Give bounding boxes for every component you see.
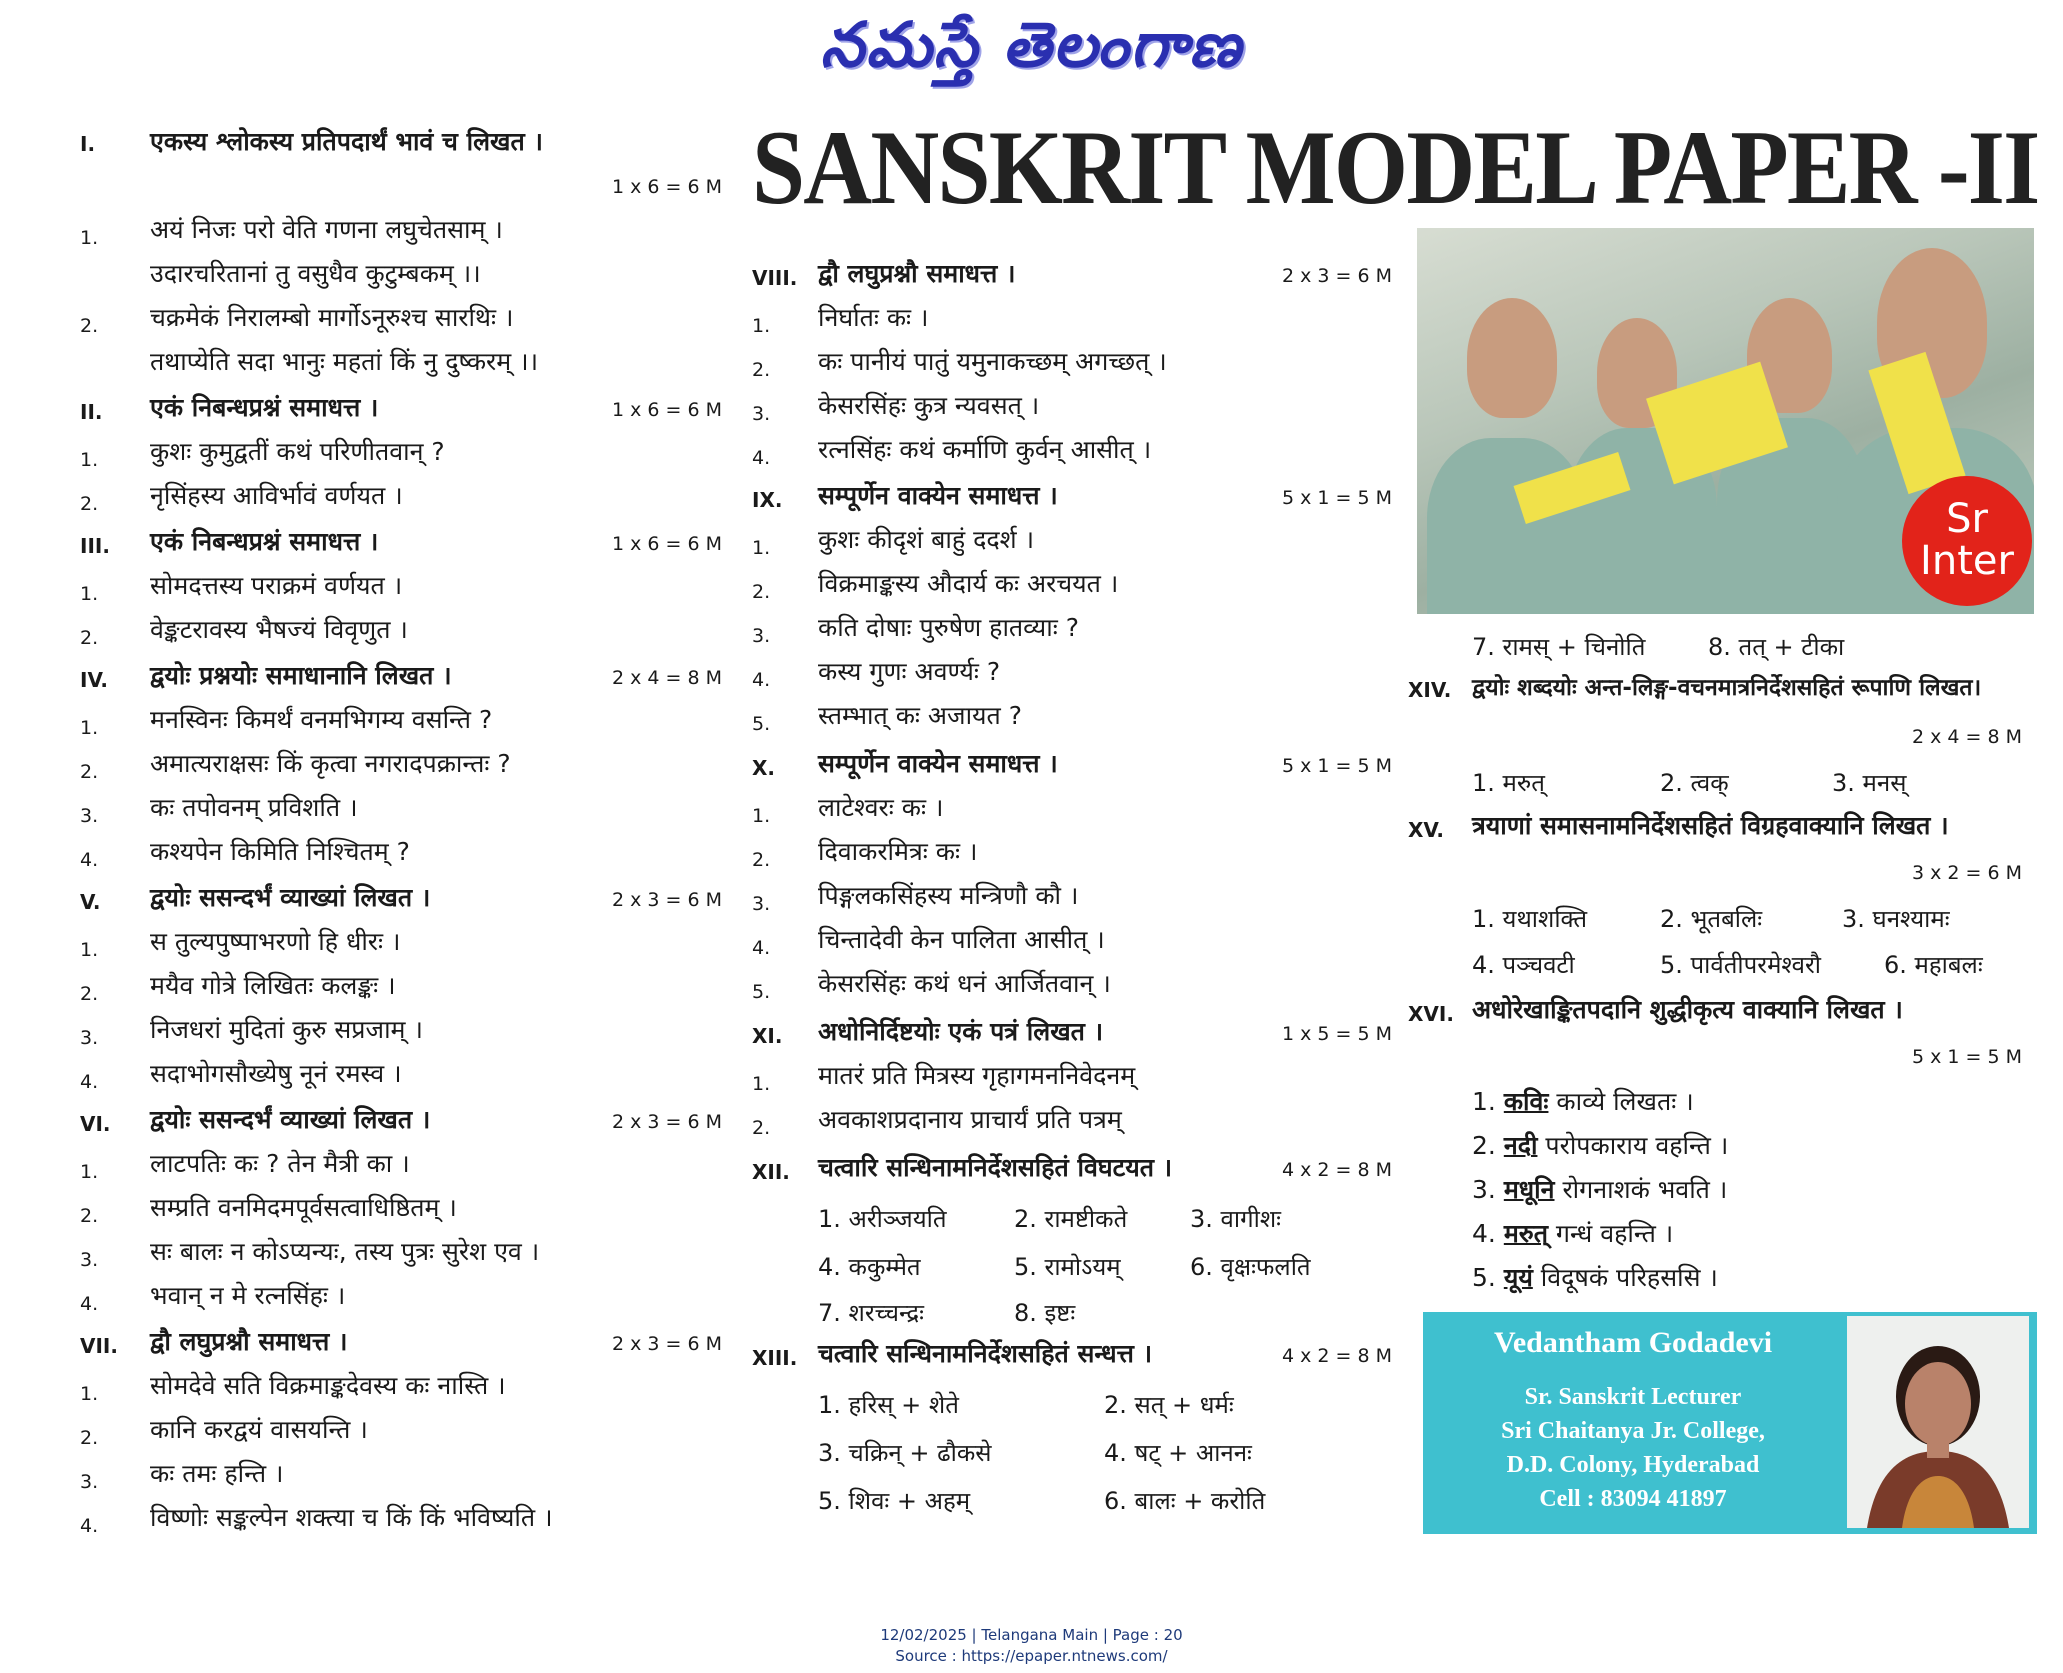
list-item: सम्प्रति वनमिदमपूर्वसत्वाधिष्ठितम् ।	[150, 1193, 457, 1222]
list-item: सः बालः न कोऽप्यन्यः, तस्य पुत्रः सुरेश एव ।	[150, 1237, 540, 1266]
list-item: स्तम्भात् कः अजायत ?	[818, 701, 1023, 730]
list-item: सोमदत्तस्य पराक्रमं वर्णयत ।	[150, 571, 403, 600]
badge-line-2: Inter	[1920, 538, 2014, 584]
section-marks: 1 x 6 = 6 M	[612, 399, 723, 421]
item-number: 1.	[752, 805, 771, 827]
item-number: 1.	[1472, 1087, 1496, 1116]
grid-item: 4. पञ्चवटी	[1472, 951, 1575, 979]
grid-item: 1. यथाशक्ति	[1472, 905, 1588, 933]
underlined-word: नदी	[1503, 1131, 1538, 1160]
section-number: XIV.	[1408, 678, 1452, 702]
footer-date-line: 12/02/2025 | Telangana Main | Page : 20	[880, 1626, 1183, 1644]
item-number: 5.	[752, 981, 771, 1003]
item-text: विदूषकं परिहससि ।	[1532, 1263, 1718, 1292]
list-item: कः तपोवनम् प्रविशति ।	[150, 793, 358, 822]
item-number: 4.	[752, 447, 771, 469]
item-number: 4.	[752, 669, 771, 691]
section-marks: 1 x 6 = 6 M	[612, 176, 723, 198]
item-number: 1.	[80, 1161, 99, 1183]
list-item: नृसिंहस्य आविर्भावं वर्णयत ।	[150, 481, 403, 510]
item-number: 3.	[752, 625, 771, 647]
item-number: 2.	[80, 761, 99, 783]
list-item: सोमदेवे सति विक्रमाङ्कदेवस्य कः नास्ति ।	[150, 1371, 506, 1400]
author-portrait-icon	[1847, 1316, 2029, 1528]
item-number: 1.	[80, 1383, 99, 1405]
underlined-word: यूयं	[1503, 1263, 1533, 1292]
item-number: 3.	[1472, 1175, 1496, 1204]
section-marks: 3 x 2 = 6 M	[1912, 862, 2023, 884]
list-item: चिन्तादेवी केन पालिता आसीत् ।	[818, 925, 1105, 954]
item-number: 2.	[80, 1205, 99, 1227]
grid-item: 8. इष्टः	[1014, 1299, 1076, 1327]
grid-item: 3. वागीशः	[1190, 1205, 1281, 1233]
item-number: 2.	[752, 359, 771, 381]
section-heading: द्वयोः शब्दयोः अन्त-लिङ्ग-वचनमात्रनिर्देशसहितं रूपाणि लिखत।	[1472, 675, 1982, 701]
list-item: विक्रमाङ्कस्य औदार्य कः अरचयत ।	[818, 569, 1119, 598]
section-number: V.	[80, 890, 101, 914]
section-number: XII.	[752, 1160, 790, 1184]
list-item: केसरसिंहः कुत्र न्यवसत् ।	[818, 391, 1040, 420]
item-text: गन्धं वहन्ति ।	[1547, 1219, 1674, 1248]
list-item: कस्य गुणः अवर्ण्यः ?	[818, 657, 1001, 686]
item-number: 1.	[752, 537, 771, 559]
section-marks: 2 x 3 = 6 M	[612, 1333, 723, 1355]
list-item: मनस्विनः किमर्थं वनमभिगम्य वसन्ति ?	[150, 705, 493, 734]
grid-item: 5. पार्वतीपरमेश्वरौ	[1660, 951, 1821, 979]
item-text: रोगनाशकं भवति ।	[1554, 1175, 1728, 1204]
section-number: VI.	[80, 1112, 111, 1136]
list-item: कति दोषाः पुरुषेण हातव्याः ?	[818, 613, 1079, 642]
item-number: 1.	[80, 227, 99, 249]
photo-face	[1467, 298, 1557, 418]
list-item: अयं निजः परो वेति गणना लघुचेतसाम् ।	[150, 215, 503, 244]
sr-inter-badge	[1902, 476, 2032, 606]
section-number: XI.	[752, 1024, 783, 1048]
item-text: परोपकाराय वहन्ति ।	[1537, 1131, 1729, 1160]
author-card	[1423, 1312, 2037, 1534]
list-item: स तुल्यपुष्पाभरणो हि धीरः ।	[150, 927, 401, 956]
section-heading: द्वयोः ससन्दर्भं व्याख्यां लिखत ।	[150, 883, 431, 912]
section-marks: 1 x 6 = 6 M	[612, 533, 723, 555]
item-number: 4.	[80, 1293, 99, 1315]
section-heading: चत्वारि सन्धिनामनिर्देशसहितं सन्धत्त ।	[818, 1339, 1153, 1368]
grid-item: 4. षट् + आननः	[1104, 1439, 1252, 1467]
list-item: चक्रमेकं निरालम्बो मार्गोऽनूरुश्च सारथिः ।	[150, 303, 514, 332]
list-item: कः पानीयं पातुं यमुनाकच्छम् अगच्छत् ।	[818, 347, 1167, 376]
section-marks: 2 x 4 = 8 M	[612, 667, 723, 689]
list-item: पिङ्गलकसिंहस्य मन्त्रिणौ कौ ।	[818, 881, 1079, 910]
grid-item: 5. शिवः + अहम्	[818, 1487, 971, 1515]
underlined-word: कविः	[1503, 1087, 1549, 1116]
section-number: XIII.	[752, 1346, 798, 1370]
section-heading: द्वौ लघुप्रश्नौ समाधत्त ।	[818, 259, 1016, 288]
list-item: निजधरां मुदितां कुरु सप्रजाम् ।	[150, 1015, 423, 1044]
list-item: कुशः कीदृशं बाहुं ददर्श ।	[818, 525, 1035, 554]
author-name: Vedantham Godadevi	[1493, 1326, 1773, 1359]
grid-item: 2. रामष्टीकते	[1014, 1205, 1128, 1233]
section-heading: अधोरेखाङ्कितपदानि शुद्धीकृत्य वाक्यानि लिखत ।	[1472, 995, 1903, 1024]
list-item: मातरं प्रति मित्रस्य गृहागमननिवेदनम्	[818, 1061, 1136, 1090]
item-number: 4.	[80, 849, 99, 871]
item-number: 4.	[1472, 1219, 1496, 1248]
item-number: 1.	[752, 315, 771, 337]
item-number: 2.	[80, 315, 99, 337]
author-photo	[1847, 1316, 2029, 1528]
underlined-word: मधूनि	[1503, 1175, 1555, 1204]
item-number: 2.	[80, 983, 99, 1005]
grid-item: 6. महाबलः	[1884, 951, 1983, 979]
section-number: VII.	[80, 1334, 118, 1358]
section-number: X.	[752, 756, 776, 780]
grid-item: 2. भूतबलिः	[1660, 905, 1763, 933]
grid-item: 2. त्वक्	[1660, 769, 1729, 797]
section-heading: सम्पूर्णेन वाक्येन समाधत्त ।	[818, 481, 1058, 510]
item-number: 1.	[80, 583, 99, 605]
section-marks: 5 x 1 = 5 M	[1282, 487, 1393, 509]
grid-item: 6. बालः + करोति	[1104, 1487, 1266, 1515]
section-heading: अधोनिर्दिष्टयोः एकं पत्रं लिखत ।	[818, 1017, 1104, 1046]
section-marks: 2 x 3 = 6 M	[1282, 265, 1393, 287]
section-marks: 5 x 1 = 5 M	[1912, 1046, 2023, 1068]
students-photo	[1417, 228, 2034, 614]
list-item: केसरसिंहः कथं धनं आर्जितवान् ।	[818, 969, 1111, 998]
item-number: 4.	[80, 1515, 99, 1537]
item-number: 3.	[80, 805, 99, 827]
badge-line-1: Sr	[1946, 496, 1988, 542]
section-marks: 2 x 3 = 6 M	[612, 889, 723, 911]
grid-item: 2. सत् + धर्मः	[1104, 1391, 1234, 1419]
section-number: I.	[80, 132, 96, 156]
grid-item: 3. घनश्यामः	[1842, 905, 1950, 933]
grid-item: 1. हरिस् + शेते	[818, 1391, 959, 1419]
list-item: कानि करद्वयं वासयन्ति ।	[150, 1415, 368, 1444]
underlined-word: मरुत्	[1503, 1219, 1548, 1248]
section-number: II.	[80, 400, 103, 424]
list-item: विष्णोः सङ्कल्पेन शक्त्या च किं किं भविष्यति ।	[150, 1503, 553, 1532]
list-item	[1472, 1086, 1694, 1118]
list-item: भवान् न मे रत्नसिंहः ।	[150, 1281, 346, 1310]
item-number: 4.	[80, 1071, 99, 1093]
item-number: 3.	[80, 1027, 99, 1049]
footer-source-link[interactable]: Source : https://epaper.ntnews.com/	[895, 1647, 1168, 1665]
section-marks: 4 x 2 = 8 M	[1282, 1159, 1393, 1181]
section-number: IX.	[752, 488, 783, 512]
list-item: कुशः कुमुद्वतीं कथं परिणीतवान् ?	[150, 437, 445, 466]
section-marks: 4 x 2 = 8 M	[1282, 1345, 1393, 1367]
item-number: 2.	[80, 1427, 99, 1449]
item-number: 2.	[80, 493, 99, 515]
item-number: 5.	[1472, 1263, 1496, 1292]
section-heading: त्रयाणां समासनामनिर्देशसहितं विग्रहवाक्यानि लिखत ।	[1472, 811, 1949, 840]
list-item: मयैव गोत्रे लिखितः कलङ्कः ।	[150, 971, 396, 1000]
list-item: लाटेश्वरः कः ।	[818, 793, 944, 822]
section-number: IV.	[80, 668, 108, 692]
list-item: अमात्यराक्षसः किं कृत्वा नगरादपक्रान्तः ?	[150, 749, 511, 778]
section-heading: द्वयोः प्रश्नयोः समाधानानि लिखत ।	[150, 661, 452, 690]
author-cell: Cell : 83094 41897	[1539, 1486, 1727, 1512]
list-item: अवकाशप्रदानाय प्राचार्यं प्रति पत्रम्	[818, 1105, 1122, 1134]
item-number: 1.	[752, 1073, 771, 1095]
item-number: 3.	[752, 403, 771, 425]
masthead-logo: నమస్తే తెలంగాణ	[820, 8, 1243, 81]
item-number: 5.	[752, 713, 771, 735]
grid-item: 3. चक्रिन् + ढौकसे	[818, 1439, 992, 1467]
grid-item: 5. रामोऽयम्	[1014, 1253, 1121, 1281]
author-place: D.D. Colony, Hyderabad	[1506, 1452, 1760, 1478]
grid-item: 7. शरच्चन्द्रः	[818, 1299, 924, 1327]
section-marks: 2 x 3 = 6 M	[612, 1111, 723, 1133]
grid-item: 7. रामस् + चिनोति	[1472, 633, 1646, 661]
item-number: 2.	[80, 627, 99, 649]
list-item: तथाप्येति सदा भानुः महतां किं नु दुष्करम् ।।	[150, 347, 539, 376]
item-number: 1.	[80, 449, 99, 471]
list-item: निर्घातः कः ।	[818, 303, 929, 332]
section-marks: 2 x 4 = 8 M	[1912, 726, 2023, 748]
item-number: 2.	[752, 1117, 771, 1139]
section-number: XV.	[1408, 818, 1444, 842]
grid-item: 6. वृक्षःफलति	[1190, 1253, 1311, 1281]
grid-item: 8. तत् + टीका	[1708, 633, 1845, 661]
list-item: लाटपतिः कः ? तेन मैत्री का ।	[150, 1149, 410, 1178]
list-item: दिवाकरमित्रः कः ।	[818, 837, 978, 866]
grid-item: 1. मरुत्	[1472, 769, 1545, 797]
section-marks: 5 x 1 = 5 M	[1282, 755, 1393, 777]
grid-item: 1. अरीञ्जयति	[818, 1205, 947, 1233]
item-number: 1.	[80, 939, 99, 961]
list-item	[1472, 1218, 1673, 1250]
section-heading: सम्पूर्णेन वाक्येन समाधत्त ।	[818, 749, 1058, 778]
section-heading: चत्वारि सन्धिनामनिर्देशसहितं विघटयत ।	[818, 1153, 1173, 1182]
item-number: 3.	[80, 1249, 99, 1271]
list-item	[1472, 1262, 1718, 1294]
list-item: रत्नसिंहः कथं कर्माणि कुर्वन् आसीत् ।	[818, 435, 1152, 464]
list-item	[1472, 1130, 1728, 1162]
author-college: Sri Chaitanya Jr. College,	[1501, 1418, 1765, 1444]
page-title: SANSKRIT MODEL PAPER -II	[752, 109, 2039, 226]
item-number: 4.	[752, 937, 771, 959]
section-heading: एकं निबन्धप्रश्नं समाधत्त ।	[150, 393, 379, 422]
grid-item: 4. ककुम्मेत	[818, 1253, 921, 1281]
section-heading: द्वौ लघुप्रश्नौ समाधत्त ।	[150, 1327, 348, 1356]
list-item: उदारचरितानां तु वसुधैव कुटुम्बकम् ।।	[150, 259, 481, 288]
item-number: 2.	[1472, 1131, 1496, 1160]
section-number: VIII.	[752, 266, 798, 290]
section-number: III.	[80, 534, 110, 558]
list-item: सदाभोगसौख्येषु नूनं रमस्व ।	[150, 1059, 402, 1088]
section-heading: एकस्य श्लोकस्य प्रतिपदार्थं भावं च लिखत ।	[150, 127, 543, 156]
list-item	[1472, 1174, 1727, 1206]
grid-item: 3. मनस्	[1832, 769, 1907, 797]
photo-figure	[1427, 438, 1587, 614]
section-heading: एकं निबन्धप्रश्नं समाधत्त ।	[150, 527, 379, 556]
item-number: 1.	[80, 717, 99, 739]
list-item: वेङ्कटरावस्य भैषज्यं विवृणुत ।	[150, 615, 408, 644]
list-item: कः तमः हन्ति ।	[150, 1459, 284, 1488]
author-role: Sr. Sanskrit Lecturer	[1524, 1384, 1742, 1410]
item-number: 3.	[752, 893, 771, 915]
item-number: 2.	[752, 849, 771, 871]
list-item: कश्यपेन किमिति निश्चितम् ?	[150, 837, 410, 866]
item-text: काव्ये लिखतः ।	[1548, 1087, 1694, 1116]
item-number: 2.	[752, 581, 771, 603]
section-heading: द्वयोः ससन्दर्भं व्याख्यां लिखत ।	[150, 1105, 431, 1134]
item-number: 3.	[80, 1471, 99, 1493]
section-marks: 1 x 5 = 5 M	[1282, 1023, 1393, 1045]
section-number: XVI.	[1408, 1002, 1454, 1026]
